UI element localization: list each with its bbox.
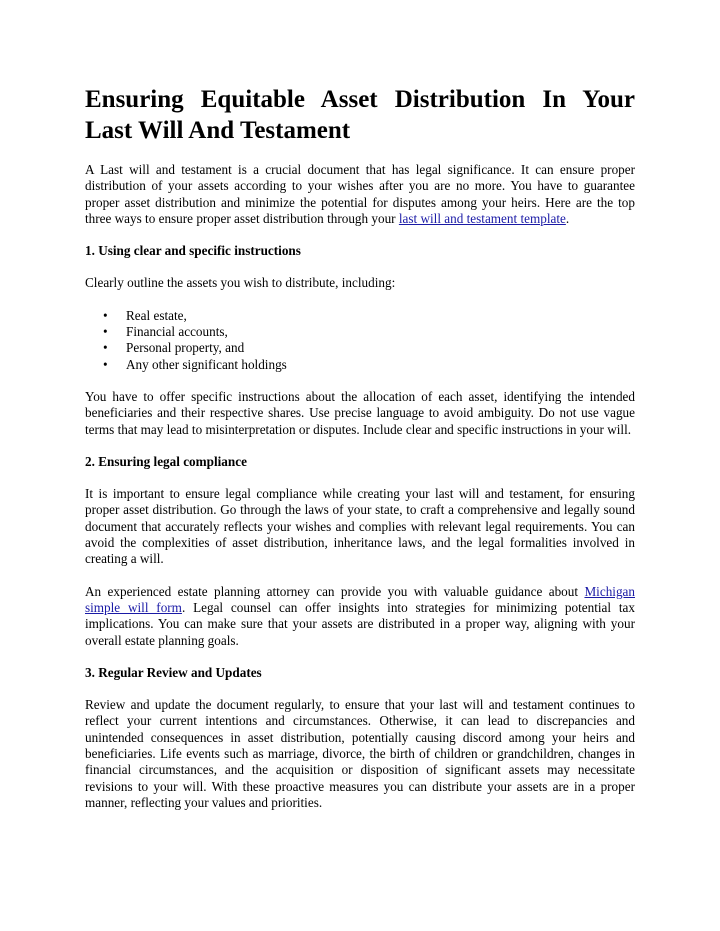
title-line-2: Last Will And Testament <box>85 117 351 144</box>
intro-tail: . <box>565 210 570 226</box>
section-3-body: Review and update the document regularly, to ensure that your last will and testament continues to reflect your current intentions and circumstances. Otherwise, it can lead to discrepancies and unintended consequences in asset distribution, potentially causing discord among your heirs and beneficiaries. Life events such as marriage, divorce, the birth of children or grandchildren, changes in financial circumstances, and the acquisition or disposition of significant assets may necessitate revisions to your will. With these proactive measures you can distribute your assets are in a proper manner, reflecting your values and priorities. <box>85 697 635 810</box>
list-item <box>85 340 635 356</box>
section-1-lead: Clearly outline the assets you wish to distribute, including: <box>85 275 396 291</box>
list-item <box>85 357 635 373</box>
intro-text: A Last will and testament is a crucial document that has legal significance. It can ensure proper distribution of your assets according to your wishes after you are no more. You have to guarantee proper asset distribution and minimize the potential for disputes among your heirs. Here are the top three ways to ensure proper asset distribution through your <box>85 162 635 226</box>
title-line-1: Ensuring Equitable Asset Distribution In Your <box>85 86 635 113</box>
document-title <box>85 84 635 146</box>
michigan-simple-will-form-link[interactable]: Michigan simple will form <box>85 583 635 615</box>
section-2-body-2 <box>85 584 635 649</box>
list-item <box>85 324 635 340</box>
list-item-text: Personal property, and <box>126 340 245 356</box>
list-item-text: Real estate, <box>126 307 187 323</box>
section-2-body-2-pre: An experienced estate planning attorney can provide you with valuable guidance about <box>85 583 585 599</box>
last-will-template-link[interactable]: last will and testament template <box>398 210 566 226</box>
bullet-icon: • <box>103 340 108 356</box>
bullet-icon: • <box>103 307 108 323</box>
section-1-body: You have to offer specific instructions about the allocation of each asset, identifying the intended beneficiaries and their respective shares. Use precise language to avoid ambiguity. Do not use vague terms that may lead to misinterpretation or disputes. Include clear and specific instructions in your will. <box>85 388 635 437</box>
section-3-heading: 3. Regular Review and Updates <box>85 664 262 680</box>
section-2-body-2-post: . Legal counsel can offer insights into strategies for minimizing potential tax implications. You can make sure that your assets are distributed in a proper way, aligning with your overall estate planning goals. <box>85 599 635 648</box>
list-item-text: Any other significant holdings <box>126 356 287 372</box>
document-page <box>85 84 635 827</box>
list-item-text: Financial accounts, <box>126 324 228 340</box>
bullet-icon: • <box>103 324 108 340</box>
intro-paragraph <box>85 162 635 227</box>
asset-list <box>85 308 635 373</box>
section-1-heading: 1. Using clear and specific instructions <box>85 243 301 259</box>
section-2-heading: 2. Ensuring legal compliance <box>85 453 247 469</box>
section-2-body-1: It is important to ensure legal compliance while creating your last will and testament, for ensuring proper asset distribution. Go through the laws of your state, to craft a comprehensive and legally sound document that accurately reflects your wishes and complies with relevant legal requirements. You can avoid the complexities of asset distribution, inheritance laws, and the legal formalities involved in creating a will. <box>85 486 635 567</box>
list-item <box>85 308 635 324</box>
bullet-icon: • <box>103 356 108 372</box>
